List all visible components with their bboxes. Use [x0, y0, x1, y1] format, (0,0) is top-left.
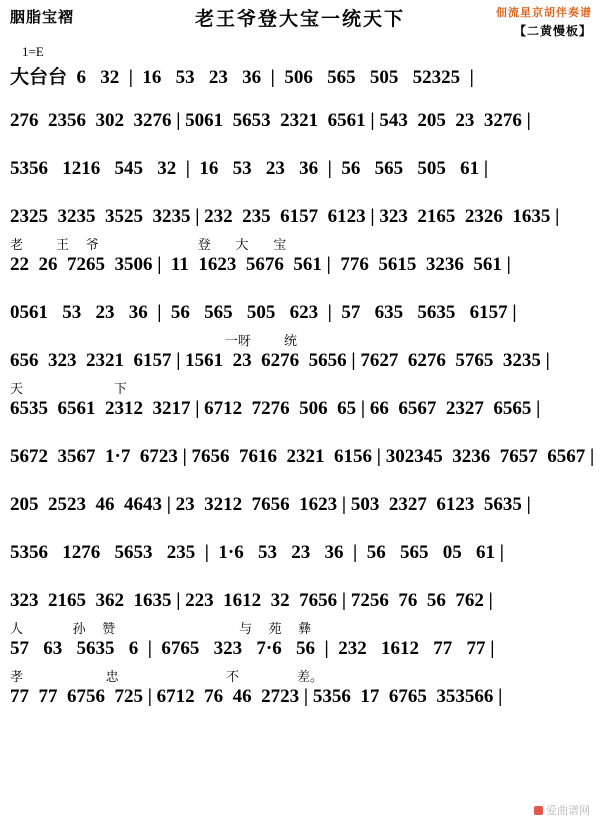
note-row: 大台台 6 32 | 16 53 23 36 | 506 565 505 52325 |	[10, 67, 474, 88]
note-row: 5356 1276 5653 235 | 1·6 53 23 36 | 56 565 05 61 |	[10, 542, 504, 563]
score-line	[0, 542, 600, 590]
key-signature: 1=E	[22, 44, 44, 59]
score-line	[0, 110, 600, 158]
score-line	[0, 446, 600, 494]
score-line	[0, 494, 600, 542]
note-row: 205 2523 46 4643 | 23 3212 7656 1623 | 503 2327 6123 5635 |	[10, 494, 531, 515]
lyric-row: 人 孙 赞 与 苑 彝	[10, 622, 312, 637]
note-row: 6535 6561 2312 3217 | 6712 7276 506 65 | 66 6567 2327 6565 |	[10, 398, 541, 419]
lyric-row: 孝 忠 不 差。	[10, 670, 323, 685]
score-line	[0, 638, 600, 686]
score-body	[0, 62, 600, 734]
score-line	[0, 158, 600, 206]
lyric-row: 天 下	[10, 382, 127, 397]
score-line	[0, 590, 600, 638]
note-row: 5356 1216 545 32 | 16 53 23 36 | 56 565 505 61 |	[10, 158, 489, 179]
opera-name: 胭脂宝褶	[10, 8, 75, 26]
note-row: 5672 3567 1·7 6723 | 7656 7616 2321 6156 | 302345 3236 7657 6567 |	[10, 446, 595, 467]
note-row: 2325 3235 3525 3235 | 232 235 6157 6123 | 323 2165 2326 1635 |	[10, 206, 560, 227]
score-line	[0, 302, 600, 350]
score-header	[0, 0, 600, 48]
page-title: 老王爷登大宝一统天下	[194, 8, 405, 30]
score-line	[0, 686, 600, 734]
lyric-row: 一呀 统	[10, 334, 297, 349]
banpai-label: 【二黄慢板】	[513, 24, 592, 38]
score-line	[0, 206, 600, 254]
credit-line: 佃流星京胡伴奏谱	[496, 6, 592, 19]
score-line	[0, 398, 600, 446]
watermark-logo-icon	[534, 806, 543, 815]
note-row: 0561 53 23 36 | 56 565 505 623 | 57 635 5635 6157 |	[10, 302, 517, 323]
score-line	[0, 254, 600, 302]
note-row: 57 63 5635 6 | 6765 323 7·6 56 | 232 1612 77 77 |	[10, 638, 495, 659]
watermark-label: 爱曲谱网	[546, 804, 590, 817]
note-row: 77 77 6756 725 | 6712 76 46 2723 | 5356 17 6765 353566 |	[10, 686, 503, 707]
note-row: 656 323 2321 6157 | 1561 23 6276 5656 | 7627 6276 5765 3235 |	[10, 350, 550, 371]
note-row: 323 2165 362 1635 | 223 1612 32 7656 | 7256 76 56 762 |	[10, 590, 493, 611]
note-row: 22 26 7265 3506 | 11 1623 5676 561 | 776 5615 3236 561 |	[10, 254, 511, 275]
site-watermark	[534, 802, 590, 818]
lyric-row: 老 王 爷 登 大 宝	[10, 238, 287, 253]
note-row: 276 2356 302 3276 | 5061 5653 2321 6561 | 543 205 23 3276 |	[10, 110, 531, 131]
score-line	[0, 350, 600, 398]
score-line	[0, 62, 600, 110]
